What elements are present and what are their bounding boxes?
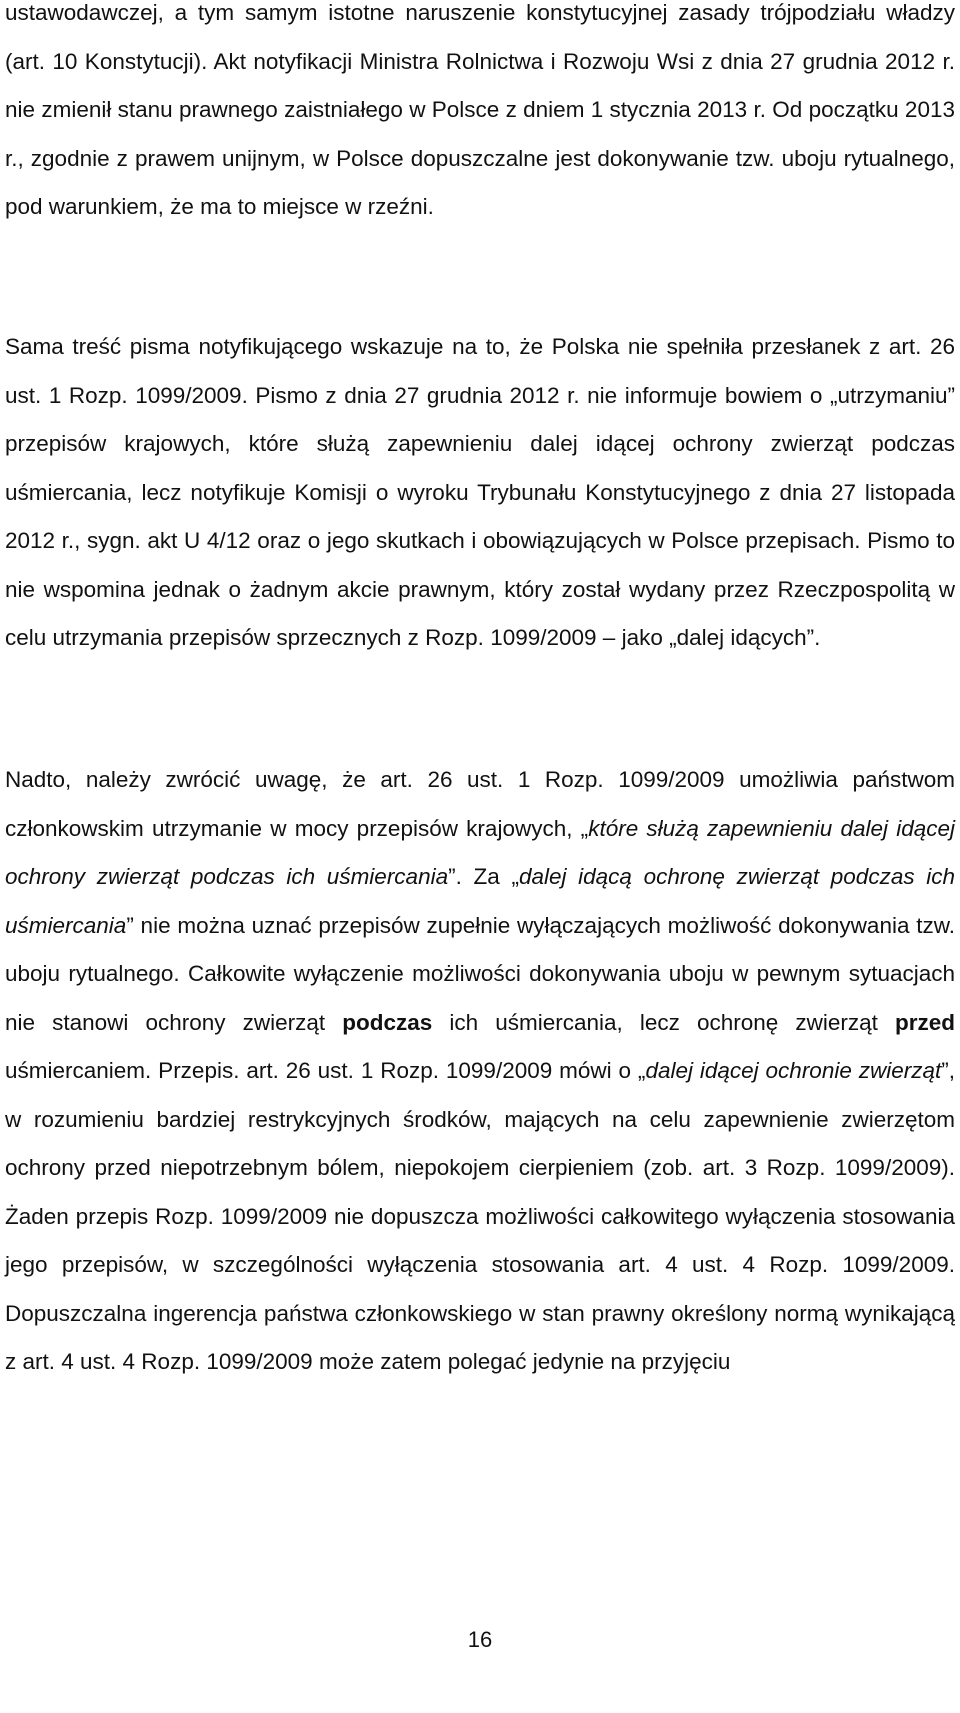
text-run: uśmiercaniem. Przepis. art. 26 ust. 1 Rozp. 1099/2009 mówi o „ [5, 1058, 646, 1083]
text-run: przed [894, 1009, 955, 1035]
text-run: ”. Za „ [448, 864, 519, 889]
text-run: ich uśmiercania, lecz ochronę zwierząt [432, 1009, 895, 1035]
paragraph-1 [5, 0, 955, 232]
paragraph-3 [5, 756, 955, 1387]
text-run: ” nie można uznać przepisów zupełnie wyłączających możliwość dokonywania tzw. uboju rytualnego. Całkowite wyłączenie możliwości dokonywania uboju w pewnym sytuacjach nie stanowi ochrony zwierząt [5, 912, 955, 1035]
text-run: dalej idącej ochronie zwierząt [645, 1058, 942, 1083]
text-run: Sama treść pisma notyfikującego wskazuje na to, że Polska nie spełniła przesłanek z art. 26 ust. 1 Rozp. 1099/2009. Pismo z dnia 27 grudnia 2012 r. nie informuje bowiem o „utrzymaniu” przepisów krajowych, które służą zapewnieniu dalej idącej ochrony zwierząt podczas uśmiercania, lecz notyfikuje Komisji o wyroku Trybunału Konstytucyjnego z dnia 27 listopada 2012 r., sygn. akt U 4/12 oraz o jego skutkach i obowiązujących w Polsce przepisach. Pismo to nie wspomina jednak o żadnym akcie prawnym, który został wydany przez Rzeczpospolitą w celu utrzymania przepisów sprzecznych z Rozp. 1099/2009 – jako „dalej idących”. [5, 334, 955, 650]
page-number: 16 [467, 1627, 493, 1652]
paragraph-2 [5, 323, 955, 663]
text-run: podczas [342, 1009, 433, 1035]
text-run: które służą zapewnieniu dalej idącej ochrony zwierząt podczas ich uśmiercania [5, 815, 956, 889]
text-run: ustawodawczej, a tym samym istotne naruszenie konstytucyjnej zasady trójpodziału władzy (art. 10 Konstytucji). Akt notyfikacji Ministra Rolnictwa i Rozwoju Wsi z dnia 27 grudnia 2012 r. nie zmienił stanu prawnego zaistniałego w Polsce z dniem 1 stycznia 2013 r. Od początku 2013 r., zgodnie z prawem unijnym, w Polsce dopuszczalne jest dokonywanie tzw. uboju rytualnego, pod warunkiem, że ma to miejsce w rzeźni. [5, 0, 955, 219]
text-run: dalej idącą ochronę zwierząt podczas ich uśmiercania [5, 864, 956, 938]
text-run: Nadto, należy zwrócić uwagę, że art. 26 ust. 1 Rozp. 1099/2009 umożliwia państwom członkowskim utrzymanie w mocy przepisów krajowych, „ [5, 767, 955, 841]
text-run: ”, w rozumieniu bardziej restrykcyjnych środków, mających na celu zapewnienie zwierzętom ochrony przed niepotrzebnym bólem, niepokojem cierpieniem (zob. art. 3 Rozp. 1099/2009). Żaden przepis Rozp. 1099/2009 nie dopuszcza możliwości całkowitego wyłączenia stosowania jego przepisów, w szczególności wyłączenia stosowania art. 4 ust. 4 Rozp. 1099/2009. Dopuszczalna ingerencja państwa członkowskiego w stan prawny określony normą wynikającą z art. 4 ust. 4 Rozp. 1099/2009 może zatem polegać jedynie na przyjęciu [5, 1058, 956, 1374]
